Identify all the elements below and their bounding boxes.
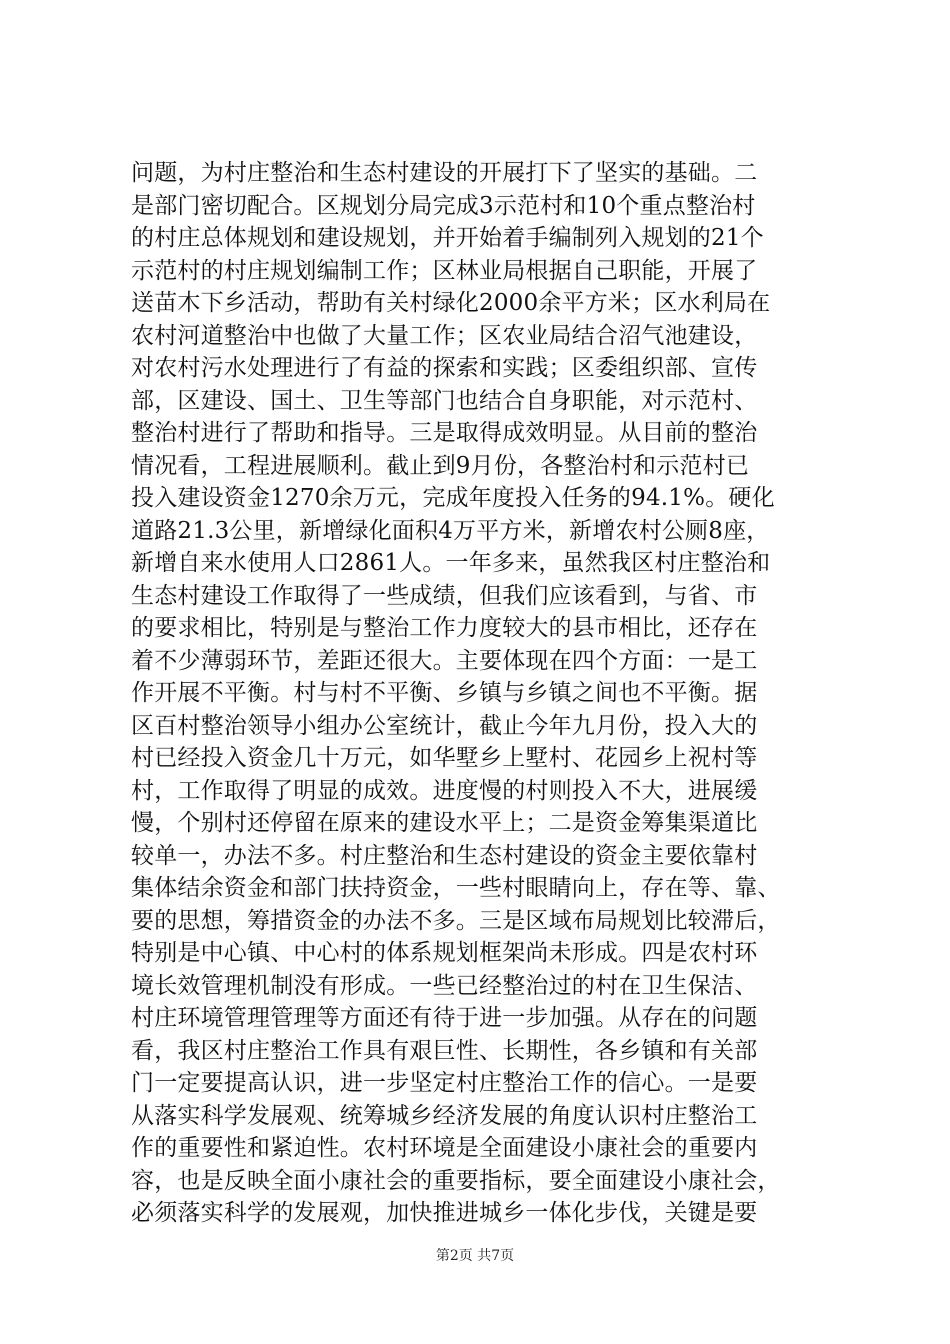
text-line: 集体结余资金和部门扶持资金，一些村眼睛向上，存在等、靠、: [131, 875, 781, 901]
text-line: 的要求相比，特别是与整治工作力度较大的县市相比，还存在: [131, 615, 758, 641]
text-line: 整治村进行了帮助和指导。三是取得成效明显。从目前的整治: [131, 420, 758, 446]
text-line: 部，区建设、国土、卫生等部门也结合自身职能，对示范村、: [131, 387, 758, 414]
text-line: 特别是中心镇、中心村的体系规划框架尚未形成。四是农村环: [131, 940, 758, 966]
text-line: 区百村整治领导小组办公室统计，截止今年九月份，投入大的: [131, 712, 758, 739]
text-line: 情况看，工程进展顺利。截止到9月份，各整治村和示范村已: [131, 452, 750, 479]
text-line: 门一定要提高认识，进一步坚定村庄整治工作的信心。一是要: [131, 1070, 758, 1096]
text-line: 村已经投入资金几十万元，如华墅乡上墅村、花园乡上祝村等: [131, 745, 758, 771]
text-line: 较单一，办法不多。村庄整治和生态村建设的资金主要依靠村: [131, 842, 758, 869]
text-line: 的村庄总体规划和建设规划，并开始着手编制列入规划的21个: [131, 225, 764, 251]
text-line: 示范村的村庄规划编制工作；区林业局根据自己职能，开展了: [131, 257, 758, 284]
text-line: 问题，为村庄整治和生态村建设的开展打下了坚实的基础。二: [131, 160, 758, 186]
text-line: 生态村建设工作取得了一些成绩，但我们应该看到，与省、市: [131, 582, 758, 609]
text-line: 新增自来水使用人口2861人。一年多来，虽然我区村庄整治和: [131, 550, 771, 576]
text-line: 慢，个别村还停留在原来的建设水平上；二是资金筹集渠道比: [131, 810, 758, 836]
text-line: 作的重要性和紧迫性。农村环境是全面建设小康社会的重要内: [131, 1135, 758, 1161]
text-line: 从落实科学发展观、统筹城乡经济发展的角度认识村庄整治工: [131, 1102, 758, 1129]
text-line: 送苗木下乡活动，帮助有关村绿化2000余平方米；区水利局在: [131, 290, 771, 316]
body-text: [131, 157, 831, 1230]
text-line: 作开展不平衡。村与村不平衡、乡镇与乡镇之间也不平衡。据: [131, 680, 758, 706]
text-line: 必须落实科学的发展观，加快推进城乡一体化步伐，关键是要: [131, 1200, 758, 1226]
text-line: 要的思想，筹措资金的办法不多。三是区域布局规划比较滞后，: [131, 907, 781, 934]
text-line: 农村河道整治中也做了大量工作；区农业局结合沼气池建设，: [131, 322, 758, 349]
text-line: 村，工作取得了明显的成效。进度慢的村则投入不大，进展缓: [131, 777, 758, 804]
text-line: 看，我区村庄整治工作具有艰巨性、长期性，各乡镇和有关部: [131, 1037, 758, 1064]
text-line: 是部门密切配合。区规划分局完成3示范村和10个重点整治村: [131, 192, 756, 219]
text-line: 对农村污水处理进行了有益的探索和实践；区委组织部、宣传: [131, 355, 758, 381]
text-line: 道路21.3公里，新增绿化面积4万平方米，新增农村公厕8座，: [131, 517, 770, 544]
text-line: 容，也是反映全面小康社会的重要指标，要全面建设小康社会，: [131, 1167, 781, 1194]
text-line: 着不少薄弱环节，差距还很大。主要体现在四个方面：一是工: [131, 647, 758, 674]
text-line: 境长效管理机制没有形成。一些已经整治过的村在卫生保洁、: [131, 972, 758, 999]
text-line: 村庄环境管理管理等方面还有待于进一步加强。从存在的问题: [131, 1005, 758, 1031]
text-line: 投入建设资金1270余万元，完成年度投入任务的94.1%。硬化: [131, 485, 775, 511]
page-number-footer: 第2页 共7页: [435, 1248, 515, 1264]
